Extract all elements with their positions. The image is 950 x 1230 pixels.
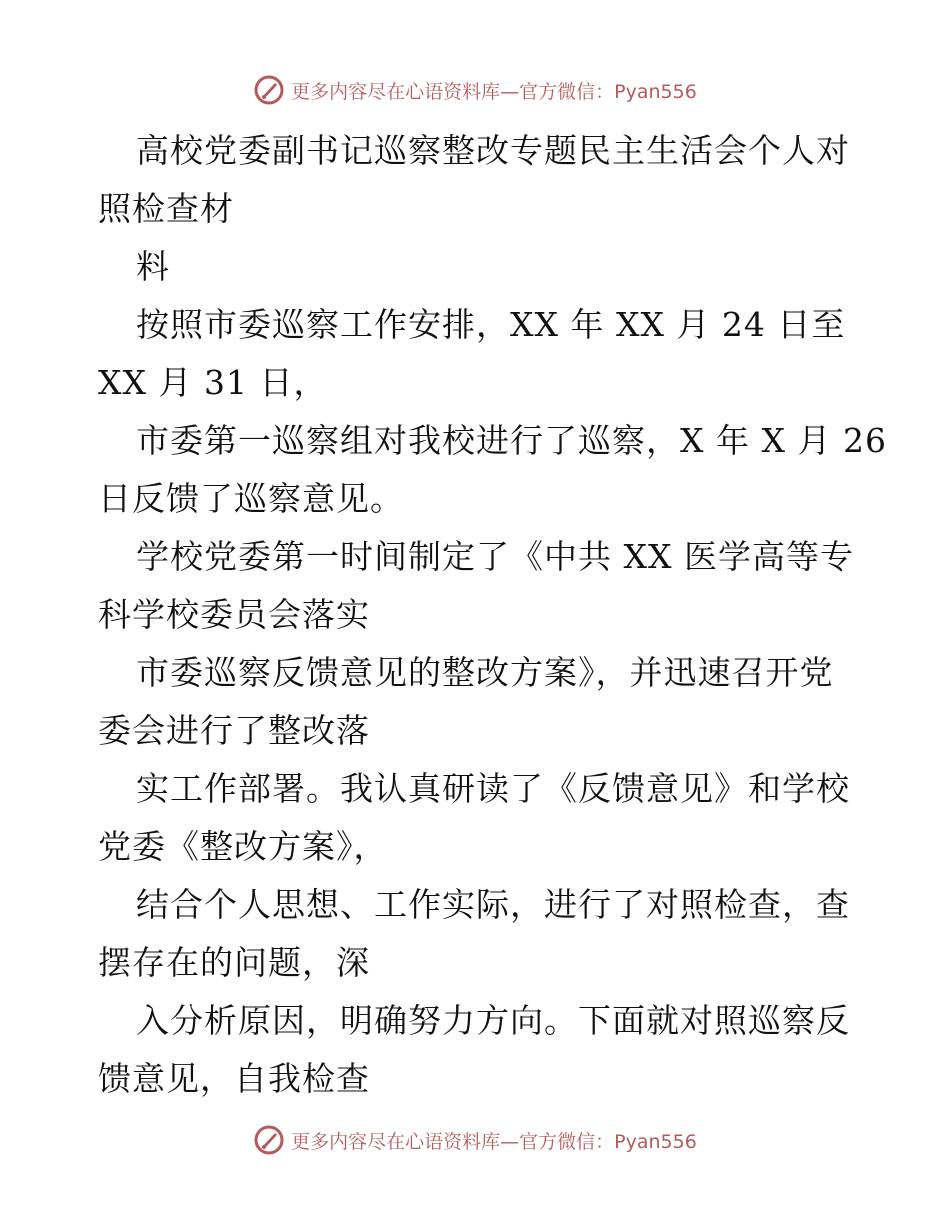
banner-text: 更多内容尽在心语资料库—官方微信：Pyan556 — [291, 1130, 697, 1153]
text-line: 馈意见，自我检查 — [98, 1059, 370, 1098]
text-line: 科学校委员会落实 — [98, 595, 370, 634]
text-line: XX 月 31 日， — [98, 363, 328, 402]
text-line: 结合个人思想、工作实际，进行了对照检查，查 — [136, 885, 850, 924]
text-line: 摆存在的问题，深 — [98, 943, 370, 982]
text-line: 党委《整改方案》， — [98, 827, 388, 866]
text-line: 实工作部署。我认真研读了《反馈意见》和学校 — [136, 769, 850, 808]
quill-seal-logo-icon — [253, 74, 285, 106]
text-line: 市委第一巡察组对我校进行了巡察，X 年 X 月 26 — [136, 421, 887, 460]
text-line: 市委巡察反馈意见的整改方案》，并迅速召开党 — [136, 653, 834, 692]
header-banner — [0, 70, 950, 110]
text-line: 高校党委副书记巡察整改专题民主生活会个人对 — [136, 131, 850, 170]
document-body — [98, 122, 887, 1108]
text-line: 委会进行了整改落 — [98, 711, 370, 750]
banner-text: 更多内容尽在心语资料库—官方微信：Pyan556 — [291, 80, 697, 103]
text-line: 入分析原因，明确努力方向。下面就对照巡察反 — [136, 1001, 850, 1040]
text-line: 日反馈了巡察意见。 — [98, 479, 404, 518]
text-line: 学校党委第一时间制定了《中共 XX 医学高等专 — [136, 537, 854, 576]
text-line: 照检查材 — [98, 189, 234, 228]
quill-seal-logo-icon — [253, 1124, 285, 1156]
footer-banner — [0, 1120, 950, 1160]
text-line: 料 — [136, 247, 170, 286]
text-line: 按照市委巡察工作安排，XX 年 XX 月 24 日至 — [136, 305, 846, 344]
